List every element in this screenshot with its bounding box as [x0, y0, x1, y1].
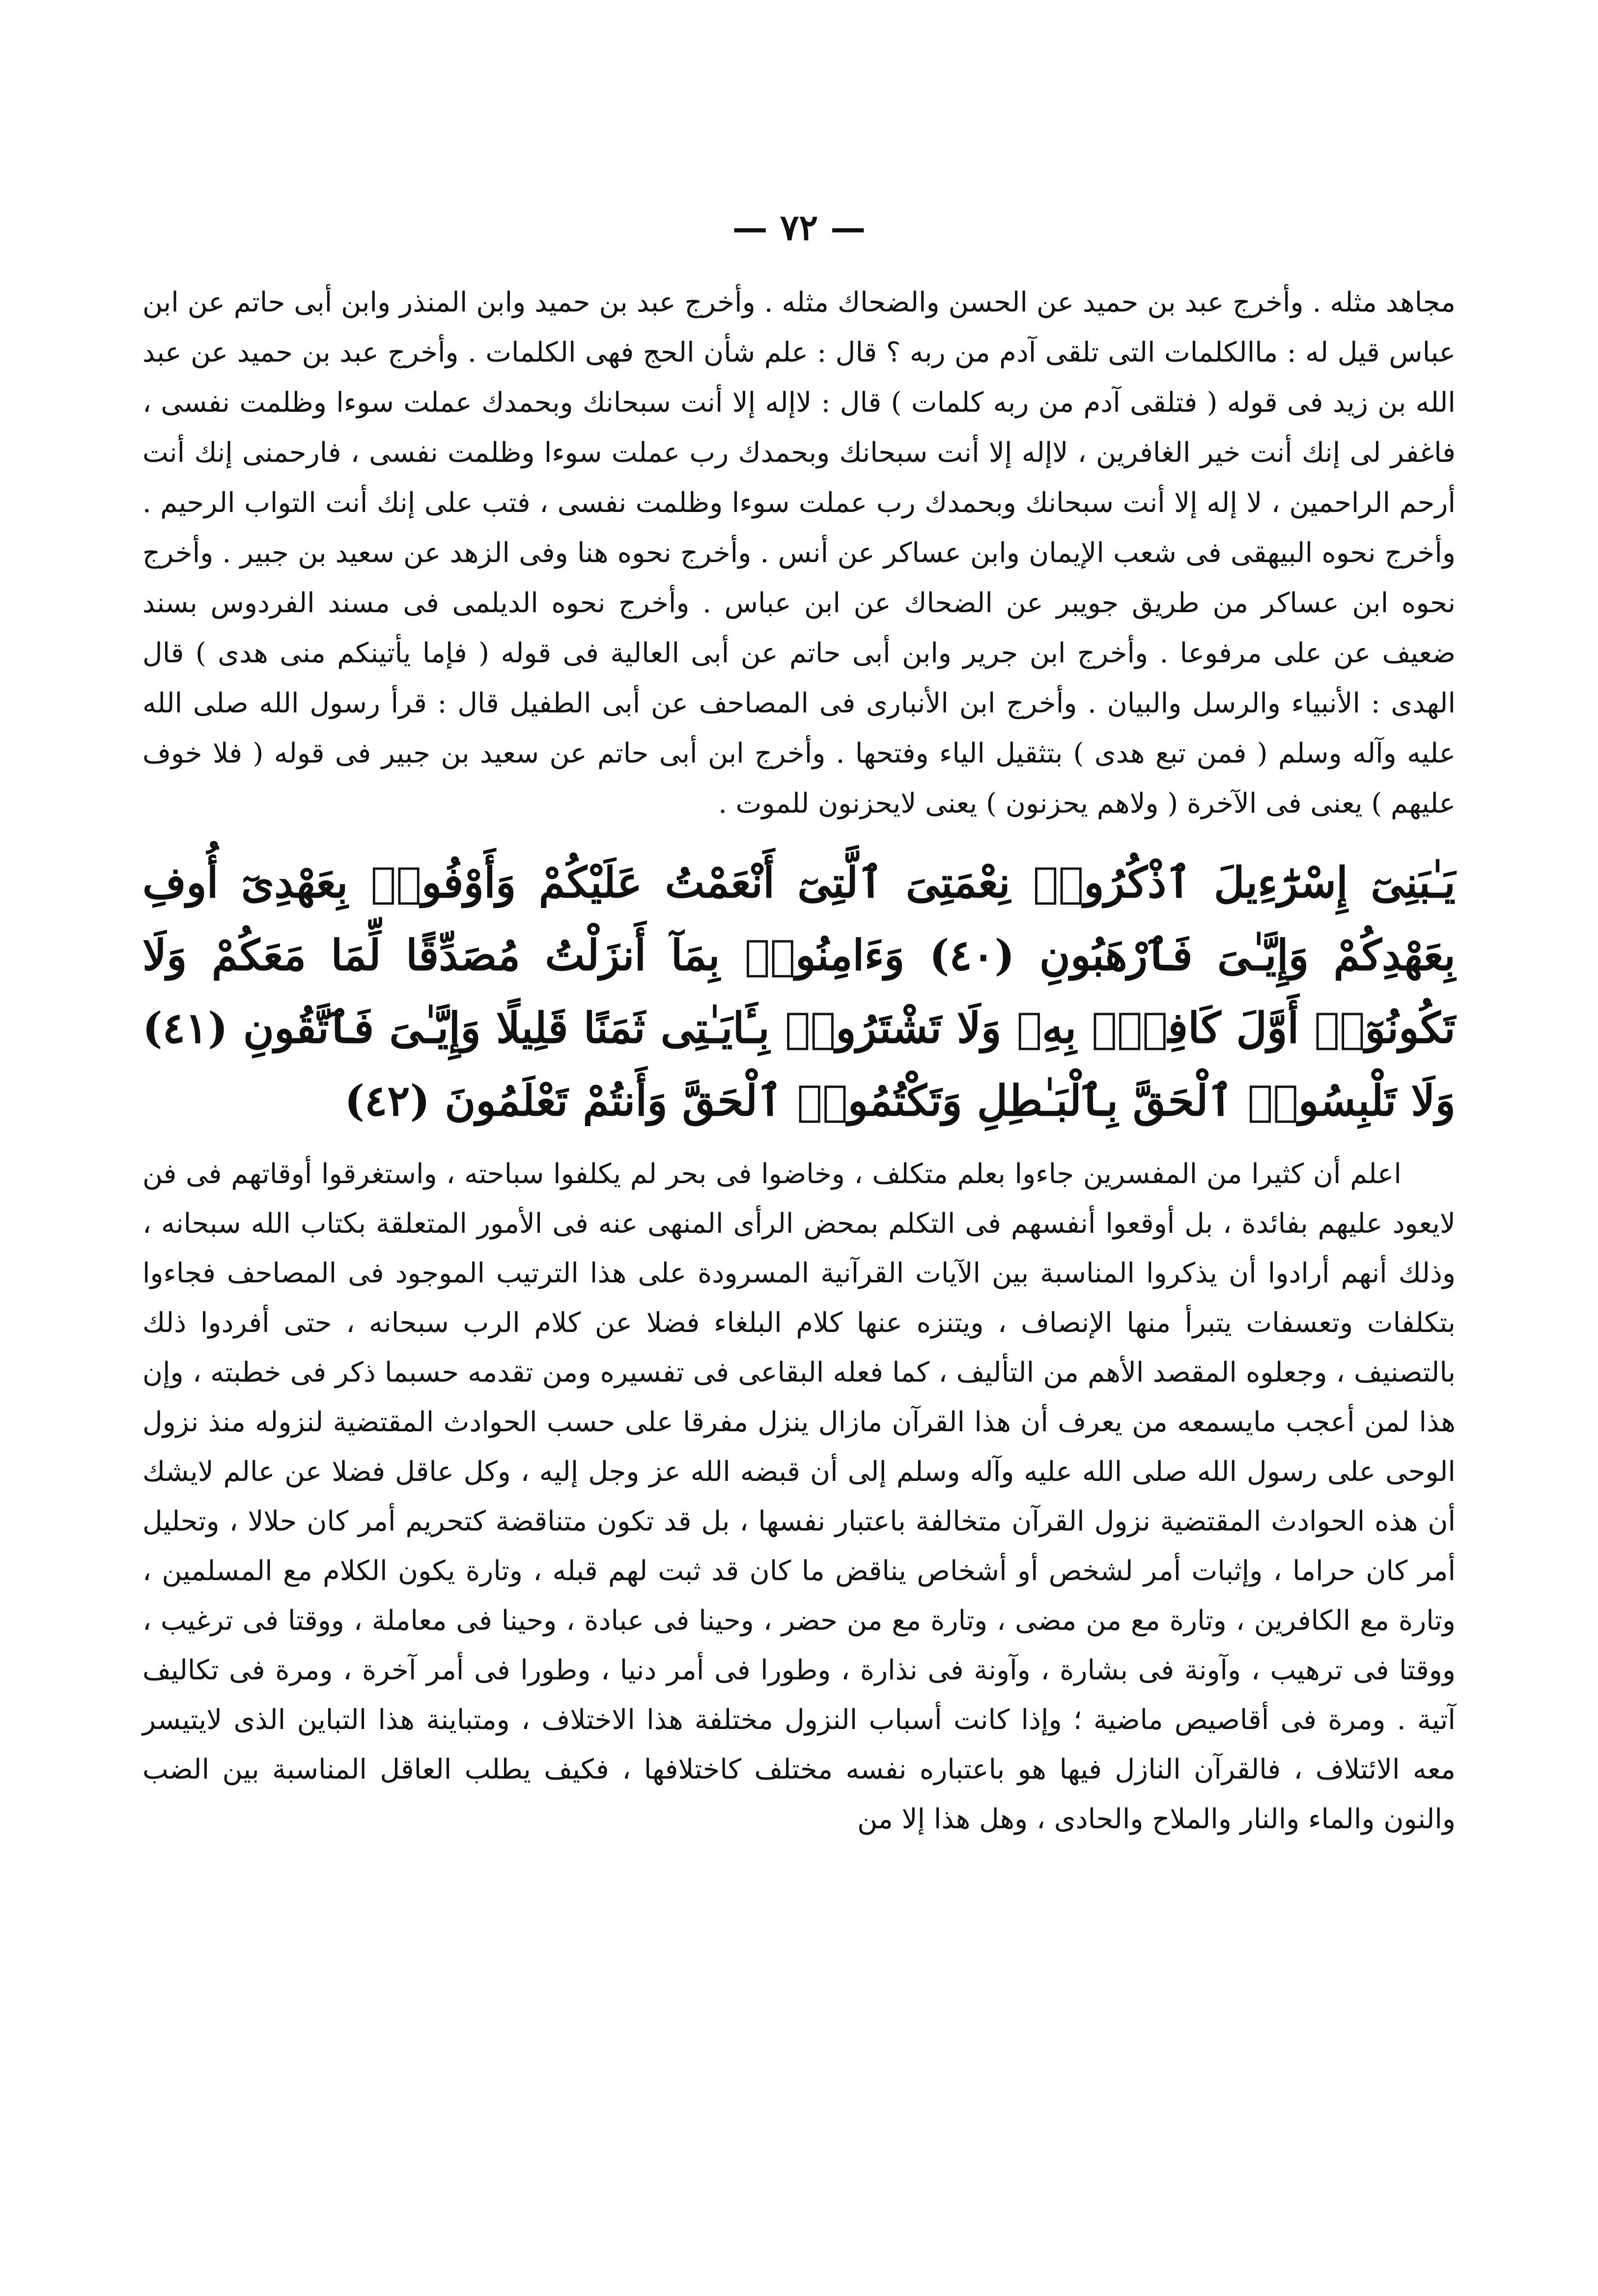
- quran-verses: يَـٰبَنِىٓ إِسْرَٰٓءِيلَ ٱذْكُرُوا۟ نِعْمَتِىَ ٱلَّتِىٓ أَنْعَمْتُ عَلَيْكُمْ وَأَوْفُوا۟ بِعَهْدِىٓ أُوفِ بِعَهْدِكُمْ وَإِيَّـٰىَ فَٱرْهَبُونِ (٤٠) وَءَامِنُوا۟ بِمَآ أَنزَلْتُ مُصَدِّقًا لِّمَا مَعَكُمْ وَلَا تَكُونُوٓا۟ أَوَّلَ كَافِرٍۭ بِهِۦ وَلَا تَشْتَرُوا۟ بِـَٔايَـٰتِى ثَمَنًا قَلِيلًا وَإِيَّـٰىَ فَٱتَّقُونِ (٤١) وَلَا تَلْبِسُوا۟ ٱلْحَقَّ بِٱلْبَـٰطِلِ وَتَكْتُمُوا۟ ٱلْحَقَّ وَأَنتُمْ تَعْلَمُونَ (٤٢): [142, 858, 1456, 1126]
- commentary-text: اعلم أن كثيرا من المفسرين جاءوا بعلم متكلف ، وخاضوا فى بحر لم يكلفوا سباحته ، واستغرقوا أوقاتهم فى فن لايعود عليهم بفائدة ، بل أوقعوا أنفسهم فى التكلم بمحض الرأى المنهى عنه فى الأمور المتعلقة بكتاب الله سبحانه ، وذلك أنهم أرادوا أن يذكروا المناسبة بين الآيات القرآنية المسرودة على هذا الترتيب الموجود فى المصاحف فجاءوا بتكلفات وتعسفات يتبرأ منها الإنصاف ، ويتنزه عنها كلام البلغاء فضلا عن كلام الرب سبحانه ، حتى أفردوا ذلك بالتصنيف ، وجعلوه المقصد الأهم من التأليف ، كما فعله البقاعى فى تفسيره ومن تقدمه حسبما ذكر فى خطبته ، وإن هذا لمن أعجب مايسمعه من يعرف أن هذا القرآن مازال ينزل مفرقا على حسب الحوادث المقتضية لنزوله منذ نزول الوحى على رسول الله صلى الله عليه وآله وسلم إلى أن قبضه الله عز وجل إليه ، وكل عاقل فضلا عن عالم لايشك أن هذه الحوادث المقتضية نزول القرآن متخالفة باعتبار نفسها ، بل قد تكون متناقضة كتحريم أمر كان حلالا ، وتحليل أمر كان حراما ، وإثبات أمر لشخص أو أشخاص يناقض ما كان قد ثبت لهم قبله ، وتارة يكون الكلام مع المسلمين ، وتارة مع الكافرين ، وتارة مع من مضى ، وتارة مع من حضر ، وحينا فى عبادة ، وحينا فى معاملة ، ووقتا فى ترغيب ، ووقتا فى ترهيب ، وآونة فى بشارة ، وآونة فى نذارة ، وطورا فى أمر دنيا ، وطورا فى أمر آخرة ، ومرة فى تكاليف آتية . ومرة فى أقاصيص ماضية ؛ وإذا كانت أسباب النزول مختلفة هذا الاختلاف ، ومتباينة هذا التباين الذى لايتيسر معه الائتلاف ، فالقرآن النازل فيها هو باعتباره نفسه مختلف كاختلافها ، فكيف يطلب العاقل المناسبة بين الضب والنون والماء والنار والملاح والحادى ، وهل هذا إلا من: [142, 1158, 1456, 1835]
- book-page: [142, 206, 1456, 2247]
- narrations-text: مجاهد مثله . وأخرج عبد بن حميد عن الحسن والضحاك مثله . وأخرج عبد بن حميد وابن المنذر وابن أبى حاتم عن ابن عباس قيل له : ماالكلمات التى تلقى آدم من ربه ؟ قال : علم شأن الحج فهى الكلمات . وأخرج عبد بن حميد عن عبد الله بن زيد فى قوله ( فتلقى آدم من ربه كلمات ) قال : لاإله إلا أنت سبحانك وبحمدك عملت سوءا وظلمت نفسى ، فاغفر لى إنك أنت خير الغافرين ، لاإله إلا أنت سبحانك وبحمدك رب عملت سوءا وظلمت نفسى ، فارحمنى إنك أنت أرحم الراحمين ، لا إله إلا أنت سبحانك وبحمدك رب عملت سوءا وظلمت نفسى ، فتب على إنك أنت التواب الرحيم . وأخرج نحوه البيهقى فى شعب الإيمان وابن عساكر عن أنس . وأخرج نحوه هنا وفى الزهد عن سعيد بن جبير . وأخرج نحوه ابن عساكر من طريق جويبر عن الضحاك عن ابن عباس . وأخرج نحوه الديلمى فى مسند الفردوس بسند ضعيف عن على مرفوعا . وأخرج ابن جرير وابن أبى حاتم عن أبى العالية فى قوله ( فإما يأتينكم منى هدى ) قال الهدى : الأنبياء والرسل والبيان . وأخرج ابن الأنبارى فى المصاحف عن أبى الطفيل قال : قرأ رسول الله صلى الله عليه وآله وسلم ( فمن تبع هدى ) بتثقيل الياء وفتحها . وأخرج ابن أبى حاتم عن سعيد بن جبير فى قوله ( فلا خوف عليهم ) يعنى فى الآخرة ( ولاهم يحزنون ) يعنى لايحزنون للموت .: [142, 286, 1456, 820]
- page-number: — ٧٢ —: [732, 206, 866, 248]
- commentary-paragraph: [142, 1149, 1456, 1844]
- narrations-paragraph: [142, 278, 1456, 829]
